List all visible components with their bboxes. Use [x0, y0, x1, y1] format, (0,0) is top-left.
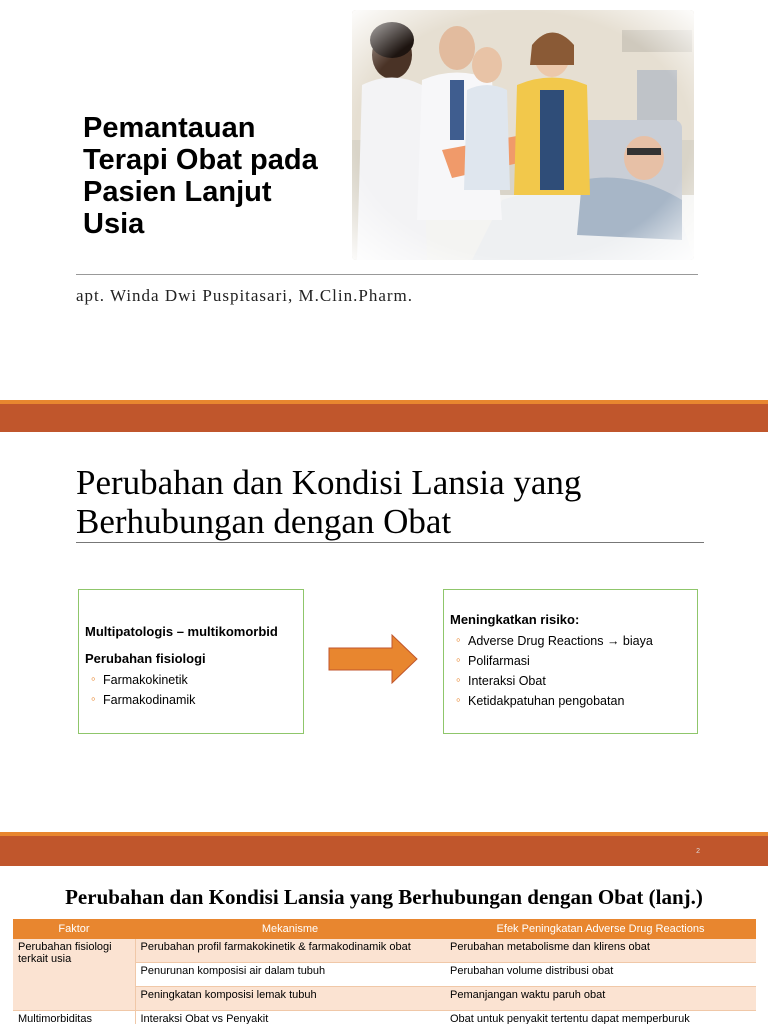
list-item: ◦ Farmakodinamik: [91, 690, 297, 710]
column-header: Efek Peningkatan Adverse Drug Reactions: [445, 919, 756, 939]
effect-cell: Pemanjangan waktu paruh obat: [445, 987, 756, 1011]
risks-box: [443, 589, 698, 734]
list-item: ◦ Ketidakpatuhan pengobatan: [456, 691, 691, 711]
slide-title: Perubahan dan Kondisi Lansia yang Berhubungan dengan Obat: [76, 463, 582, 541]
table-header-row: [13, 919, 756, 939]
risk-list: [450, 631, 691, 711]
adr-factors-table: [13, 919, 756, 1024]
factor-cell: Perubahan fisiologi terkait usia: [13, 939, 135, 1011]
content-slide-3: [0, 866, 768, 1024]
slide-title: Perubahan dan Kondisi Lansia yang Berhubungan dengan Obat (lanj.): [65, 885, 703, 909]
table-row: [13, 1011, 756, 1024]
factors-box: [78, 589, 304, 734]
mechanism-cell: Interaksi Obat vs Penyakit: [135, 1011, 445, 1024]
title-slide: [0, 0, 768, 400]
list-item: ◦ Interaksi Obat: [456, 671, 691, 691]
bottom-banner: [0, 836, 768, 866]
physiology-list: [85, 670, 297, 710]
right-arrow-icon: [328, 634, 418, 684]
title-underline: [76, 542, 704, 543]
table-row: [13, 939, 756, 963]
risk-heading: Meningkatkan risiko:: [450, 612, 580, 627]
factor-heading-multipathology: Multipatologis – multikomorbid: [85, 624, 278, 639]
mechanism-cell: Penurunan komposisi air dalam tubuh: [135, 963, 445, 987]
mechanism-cell: Peningkatan komposisi lemak tubuh: [135, 987, 445, 1011]
page-number: 2: [696, 848, 700, 855]
factor-heading-physiology: Perubahan fisiologi: [85, 651, 206, 666]
content-slide-2: [0, 400, 768, 866]
mechanism-cell: Perubahan profil farmakokinetik & farmakodinamik obat: [135, 939, 445, 963]
effect-cell: Obat untuk penyakit tertentu dapat memperburuk: [445, 1011, 756, 1024]
list-item: ◦ Polifarmasi: [456, 651, 691, 671]
effect-cell: Perubahan metabolisme dan klirens obat: [445, 939, 756, 963]
list-item: ◦ Farmakokinetik: [91, 670, 297, 690]
presentation-title: Pemantauan Terapi Obat pada Pasien Lanjut Usia: [83, 112, 318, 240]
factor-cell: Multimorbiditas: [13, 1011, 135, 1024]
author-name: apt. Winda Dwi Puspitasari, M.Clin.Pharm.: [76, 286, 414, 305]
hospital-bedside-photo: [352, 10, 694, 260]
list-item: ◦ Adverse Drug Reactions → biaya: [456, 631, 691, 651]
column-header: Faktor: [13, 919, 135, 939]
effect-cell: Perubahan volume distribusi obat: [445, 963, 756, 987]
title-divider: [76, 274, 698, 275]
column-header: Mekanisme: [135, 919, 445, 939]
top-banner: [0, 404, 768, 432]
